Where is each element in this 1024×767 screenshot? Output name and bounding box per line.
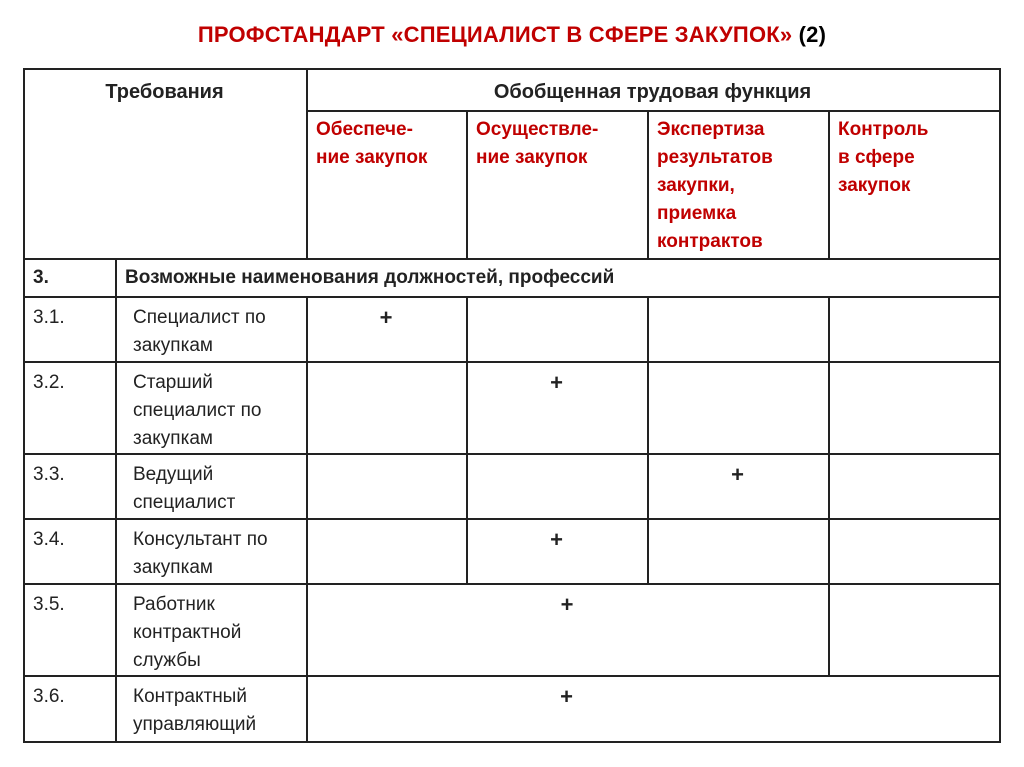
- slide-title: [0, 22, 1024, 48]
- row-empty-cell: [647, 296, 830, 363]
- row-number: 3.2.: [23, 361, 117, 455]
- row-mark: +: [466, 518, 649, 585]
- row-empty-cell: [828, 518, 1001, 585]
- section-title: Возможные наименования должностей, профессий: [115, 258, 1001, 298]
- slide-title-main: ПРОФСТАНДАРТ «СПЕЦИАЛИСТ В СФЕРЕ ЗАКУПОК»: [197, 22, 793, 47]
- row-number: 3.3.: [23, 453, 117, 520]
- row-empty-cell: [466, 453, 649, 520]
- header-function-expertise: Экспертиза результатов закупки, приемка контрактов: [647, 110, 830, 260]
- header-function-control: Контроль в сфере закупок: [828, 110, 1001, 260]
- row-empty-cell: [647, 518, 830, 585]
- header-function-execution: Осуществле- ние закупок: [466, 110, 649, 260]
- row-empty-cell: [647, 361, 830, 455]
- row-number: 3.1.: [23, 296, 117, 363]
- row-mark: +: [466, 361, 649, 455]
- row-empty-cell: [306, 361, 468, 455]
- header-function-group: Обобщенная трудовая функция: [306, 68, 1001, 112]
- row-position-name: Контрактный управляющий: [115, 675, 308, 743]
- row-empty-cell: [306, 453, 468, 520]
- slide-title-suffix: (2): [792, 22, 827, 47]
- row-mark: +: [306, 296, 468, 363]
- section-number: 3.: [23, 258, 117, 298]
- row-position-name: Консультант по закупкам: [115, 518, 308, 585]
- row-position-name: Старший специалист по закупкам: [115, 361, 308, 455]
- row-empty-cell: [828, 453, 1001, 520]
- row-empty-cell: [466, 296, 649, 363]
- row-number: 3.4.: [23, 518, 117, 585]
- row-mark-merged: +: [306, 675, 1001, 743]
- row-empty-cell: [306, 518, 468, 585]
- row-position-name: Ведущий специалист: [115, 453, 308, 520]
- header-requirements: Требования: [23, 68, 308, 260]
- row-empty-cell: [828, 583, 1001, 677]
- row-empty-cell: [828, 361, 1001, 455]
- row-number: 3.5.: [23, 583, 117, 677]
- row-empty-cell: [828, 296, 1001, 363]
- row-number: 3.6.: [23, 675, 117, 743]
- row-mark-merged: +: [306, 583, 830, 677]
- row-mark: +: [647, 453, 830, 520]
- row-position-name: Работник контрактной службы: [115, 583, 308, 677]
- row-position-name: Специалист по закупкам: [115, 296, 308, 363]
- header-function-provision: Обеспече- ние закупок: [306, 110, 468, 260]
